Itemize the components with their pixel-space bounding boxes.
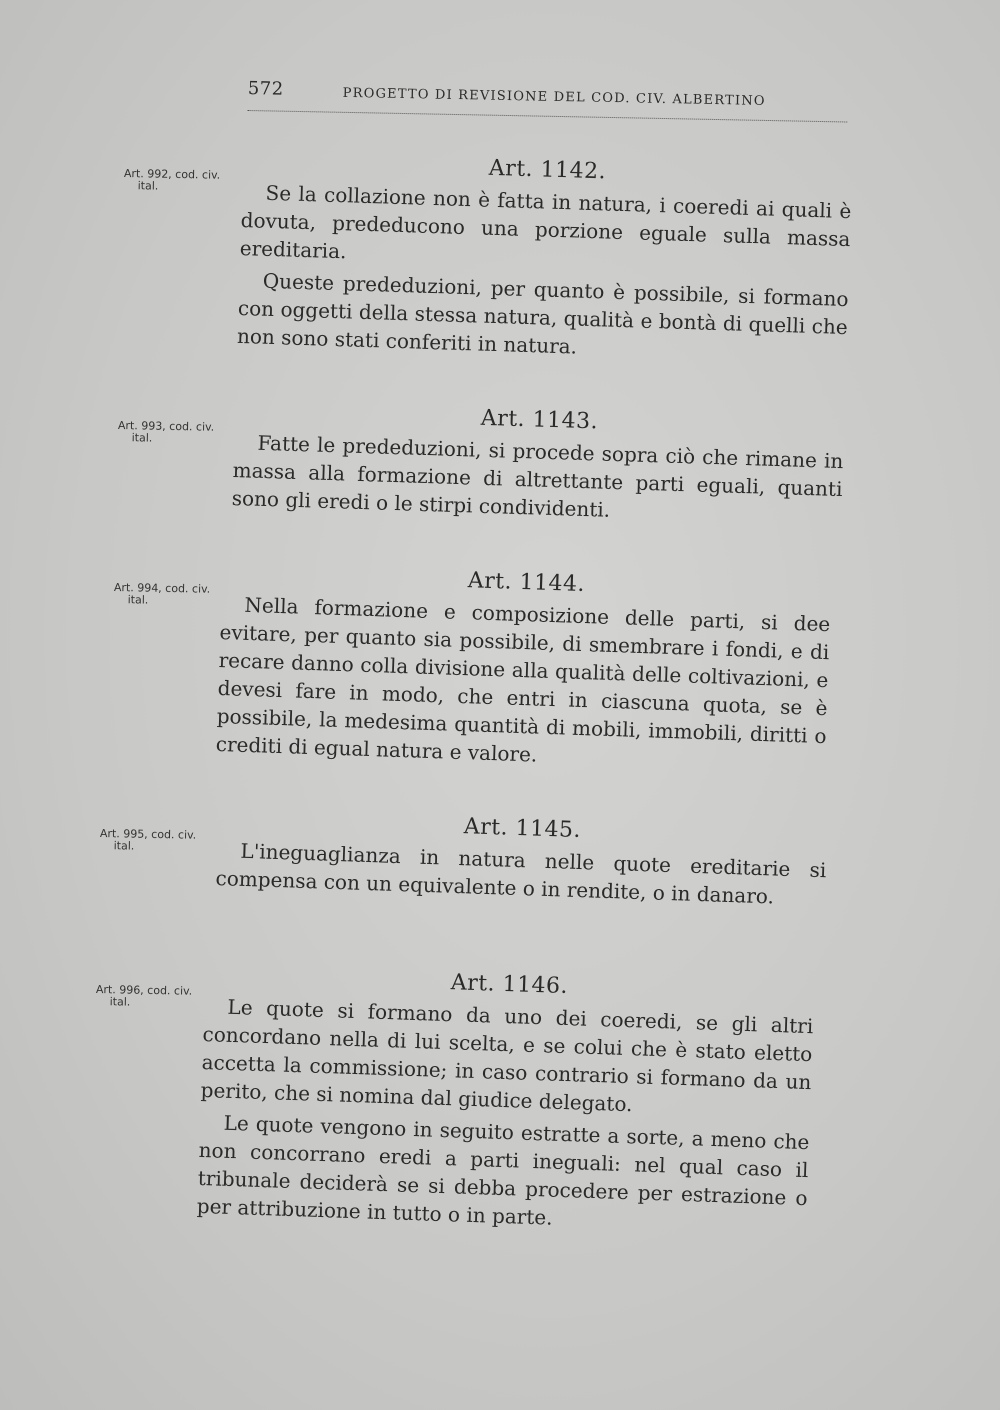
margin-reference-text: Art. 994, cod. civ. xyxy=(113,581,211,596)
article xyxy=(231,398,844,531)
article-paragraph: Le quote si formano da uno dei coeredi, se gli altri concordano nella di lui scelta, e se colui che è stato eletto accetta la commissione; in caso contrario si formano da un perito, che si nomina dal giudice delegato. xyxy=(200,994,814,1117)
margin-reference-text: Art. 992, cod. civ. xyxy=(123,167,221,182)
margin-reference-cont: ital. xyxy=(127,593,149,607)
article-paragraph: L'ineguaglianza in natura nelle quote ereditarie si compensa con un equivalente o in rendite, o in danaro. xyxy=(215,838,827,909)
margin-reference-cont: ital. xyxy=(137,179,159,193)
article-paragraph: Fatte le prededuzioni, si procede sopra ciò che rimane in massa alla formazione di altrettante parti eguali, quanti sono gli eredi o le stirpi condividenti. xyxy=(231,430,844,522)
margin-reference-cont: ital. xyxy=(131,431,153,445)
article xyxy=(215,806,828,912)
page-header xyxy=(247,78,848,142)
margin-reference xyxy=(124,168,234,194)
article-paragraph: Queste prededuzioni, per quanto è possibile, si formano con oggetti della stessa natura, qualità e bontà di quelli che non sono stati conferiti in natura. xyxy=(236,268,849,359)
article xyxy=(237,148,853,369)
margin-reference xyxy=(118,420,228,446)
margin-reference-text: Art. 995, cod. civ. xyxy=(99,827,197,842)
article xyxy=(215,560,831,778)
margin-reference-text: Art. 996, cod. civ. xyxy=(95,983,193,998)
article-paragraph: Se la collazione non è fatta in natura, i coeredi ai quali è dovuta, prededucono una porzione eguale sulla massa ereditaria. xyxy=(239,180,852,264)
article-title: Art. 1146. xyxy=(450,970,569,1000)
running-title: PROGETTO DI REVISIONE DEL COD. CIV. ALBERTINO xyxy=(342,85,766,109)
header-rule xyxy=(247,110,847,123)
margin-reference-text: Art. 993, cod. civ. xyxy=(117,419,215,434)
margin-reference xyxy=(100,828,210,854)
page-number: 572 xyxy=(247,78,284,100)
article-title: Art. 1142. xyxy=(488,155,607,185)
margin-reference-cont: ital. xyxy=(113,839,135,853)
article-paragraph: Nella formazione e composizione delle parti, si dee evitare, per quanto sia possibile, di smembrare i fondi, e di recare danno colla divisione alla qualità delle coltivazioni, e devesi fare in modo, che entri in ciascuna quota, se è possibile, la medesima quantità di mobili, immobili, diritti o crediti di egual natura e valore. xyxy=(215,592,831,767)
article-title: Art. 1145. xyxy=(463,814,582,844)
article-title: Art. 1143. xyxy=(480,405,599,435)
article-title: Art. 1144. xyxy=(467,568,586,598)
margin-reference xyxy=(114,582,224,608)
article-paragraph: Le quote vengono in seguito estratte a sorte, a meno che non concorrano eredi a parti ineguali: nel qual caso il tribunale deciderà se si debba procedere per estrazione o per attribuzione in tutto o in parte. xyxy=(196,1110,810,1230)
margin-reference-cont: ital. xyxy=(109,995,131,1009)
article xyxy=(196,962,814,1240)
margin-reference xyxy=(96,984,206,1010)
